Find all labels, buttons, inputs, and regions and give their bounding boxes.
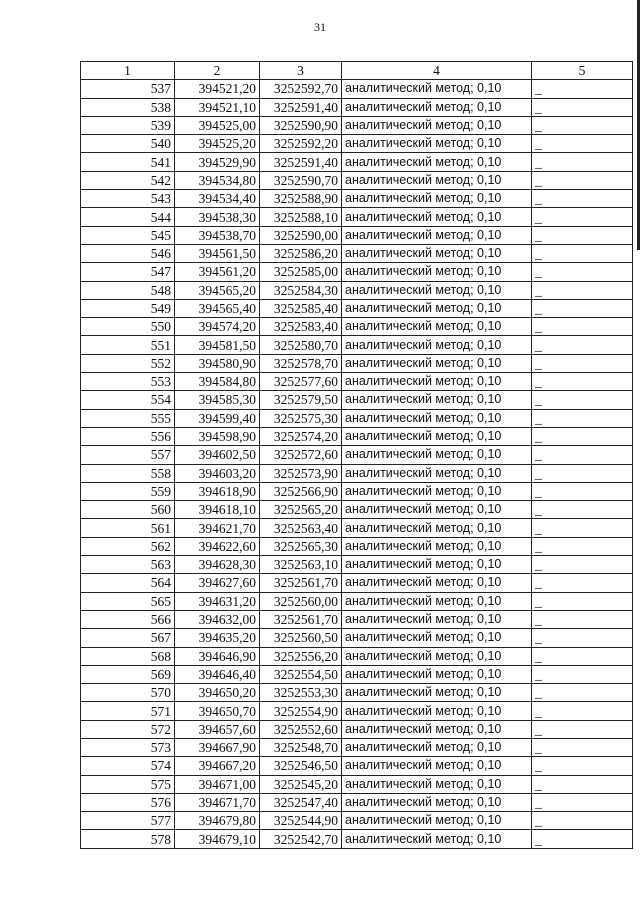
y-coordinate-cell: 3252565,20: [260, 501, 342, 519]
method-accuracy-cell: аналитический метод; 0,10: [342, 190, 532, 208]
method-accuracy-cell: аналитический метод; 0,10: [342, 391, 532, 409]
y-coordinate-cell: 3252560,50: [260, 629, 342, 647]
description-cell: _: [532, 336, 633, 354]
method-accuracy-cell: аналитический метод; 0,10: [342, 684, 532, 702]
y-coordinate-cell: 3252563,40: [260, 519, 342, 537]
point-number-cell: 546: [81, 244, 175, 262]
method-accuracy-cell: аналитический метод; 0,10: [342, 720, 532, 738]
y-coordinate-cell: 3252545,20: [260, 775, 342, 793]
point-number-cell: 539: [81, 116, 175, 134]
point-number-cell: 557: [81, 446, 175, 464]
method-accuracy-cell: аналитический метод; 0,10: [342, 830, 532, 848]
x-coordinate-cell: 394671,70: [175, 793, 260, 811]
description-cell: _: [532, 116, 633, 134]
description-cell: _: [532, 281, 633, 299]
x-coordinate-cell: 394521,10: [175, 98, 260, 116]
y-coordinate-cell: 3252554,50: [260, 665, 342, 683]
method-accuracy-cell: аналитический метод; 0,10: [342, 318, 532, 336]
method-accuracy-cell: аналитический метод; 0,10: [342, 244, 532, 262]
y-coordinate-cell: 3252590,00: [260, 226, 342, 244]
point-number-cell: 544: [81, 208, 175, 226]
table-row: [81, 684, 633, 702]
point-number-cell: 548: [81, 281, 175, 299]
x-coordinate-cell: 394650,70: [175, 702, 260, 720]
method-accuracy-cell: аналитический метод; 0,10: [342, 537, 532, 555]
x-coordinate-cell: 394631,20: [175, 592, 260, 610]
point-number-cell: 569: [81, 665, 175, 683]
point-number-cell: 578: [81, 830, 175, 848]
description-cell: _: [532, 482, 633, 500]
y-coordinate-cell: 3252547,40: [260, 793, 342, 811]
x-coordinate-cell: 394603,20: [175, 464, 260, 482]
description-cell: _: [532, 574, 633, 592]
table-row: [81, 226, 633, 244]
point-number-cell: 540: [81, 135, 175, 153]
point-number-cell: 565: [81, 592, 175, 610]
description-cell: _: [532, 684, 633, 702]
description-cell: _: [532, 738, 633, 756]
header-col-5: 5: [532, 62, 633, 80]
method-accuracy-cell: аналитический метод; 0,10: [342, 446, 532, 464]
method-accuracy-cell: аналитический метод; 0,10: [342, 482, 532, 500]
y-coordinate-cell: 3252552,60: [260, 720, 342, 738]
y-coordinate-cell: 3252578,70: [260, 354, 342, 372]
point-number-cell: 553: [81, 373, 175, 391]
x-coordinate-cell: 394667,20: [175, 757, 260, 775]
table-row: [81, 592, 633, 610]
method-accuracy-cell: аналитический метод; 0,10: [342, 793, 532, 811]
table-body: [81, 80, 633, 848]
table-row: [81, 281, 633, 299]
point-number-cell: 576: [81, 793, 175, 811]
description-cell: _: [532, 647, 633, 665]
y-coordinate-cell: 3252575,30: [260, 409, 342, 427]
table-row: [81, 208, 633, 226]
table-row: [81, 190, 633, 208]
table-row: [81, 244, 633, 262]
description-cell: _: [532, 409, 633, 427]
y-coordinate-cell: 3252554,90: [260, 702, 342, 720]
x-coordinate-cell: 394679,80: [175, 812, 260, 830]
x-coordinate-cell: 394632,00: [175, 610, 260, 628]
y-coordinate-cell: 3252573,90: [260, 464, 342, 482]
description-cell: _: [532, 318, 633, 336]
point-number-cell: 558: [81, 464, 175, 482]
y-coordinate-cell: 3252560,00: [260, 592, 342, 610]
point-number-cell: 564: [81, 574, 175, 592]
y-coordinate-cell: 3252585,00: [260, 263, 342, 281]
table-row: [81, 354, 633, 372]
x-coordinate-cell: 394565,20: [175, 281, 260, 299]
point-number-cell: 567: [81, 629, 175, 647]
x-coordinate-cell: 394599,40: [175, 409, 260, 427]
description-cell: _: [532, 720, 633, 738]
method-accuracy-cell: аналитический метод; 0,10: [342, 153, 532, 171]
y-coordinate-cell: 3252565,30: [260, 537, 342, 555]
point-number-cell: 538: [81, 98, 175, 116]
y-coordinate-cell: 3252591,40: [260, 98, 342, 116]
y-coordinate-cell: 3252577,60: [260, 373, 342, 391]
x-coordinate-cell: 394671,00: [175, 775, 260, 793]
y-coordinate-cell: 3252566,90: [260, 482, 342, 500]
y-coordinate-cell: 3252553,30: [260, 684, 342, 702]
description-cell: _: [532, 793, 633, 811]
y-coordinate-cell: 3252579,50: [260, 391, 342, 409]
point-number-cell: 556: [81, 427, 175, 445]
method-accuracy-cell: аналитический метод; 0,10: [342, 135, 532, 153]
x-coordinate-cell: 394565,40: [175, 299, 260, 317]
table-row: [81, 537, 633, 555]
method-accuracy-cell: аналитический метод; 0,10: [342, 629, 532, 647]
table-row: [81, 702, 633, 720]
point-number-cell: 541: [81, 153, 175, 171]
table-row: [81, 519, 633, 537]
point-number-cell: 561: [81, 519, 175, 537]
x-coordinate-cell: 394657,60: [175, 720, 260, 738]
method-accuracy-cell: аналитический метод; 0,10: [342, 116, 532, 134]
table-header-row: [81, 62, 633, 80]
description-cell: _: [532, 775, 633, 793]
table-row: [81, 153, 633, 171]
method-accuracy-cell: аналитический метод; 0,10: [342, 464, 532, 482]
method-accuracy-cell: аналитический метод; 0,10: [342, 556, 532, 574]
method-accuracy-cell: аналитический метод; 0,10: [342, 373, 532, 391]
y-coordinate-cell: 3252592,20: [260, 135, 342, 153]
method-accuracy-cell: аналитический метод; 0,10: [342, 208, 532, 226]
x-coordinate-cell: 394534,80: [175, 171, 260, 189]
description-cell: _: [532, 592, 633, 610]
method-accuracy-cell: аналитический метод; 0,10: [342, 171, 532, 189]
point-number-cell: 549: [81, 299, 175, 317]
point-number-cell: 547: [81, 263, 175, 281]
y-coordinate-cell: 3252548,70: [260, 738, 342, 756]
description-cell: _: [532, 171, 633, 189]
header-col-2: 2: [175, 62, 260, 80]
description-cell: _: [532, 702, 633, 720]
x-coordinate-cell: 394534,40: [175, 190, 260, 208]
point-number-cell: 568: [81, 647, 175, 665]
x-coordinate-cell: 394667,90: [175, 738, 260, 756]
y-coordinate-cell: 3252574,20: [260, 427, 342, 445]
description-cell: _: [532, 519, 633, 537]
point-number-cell: 572: [81, 720, 175, 738]
method-accuracy-cell: аналитический метод; 0,10: [342, 263, 532, 281]
description-cell: _: [532, 98, 633, 116]
description-cell: _: [532, 812, 633, 830]
y-coordinate-cell: 3252544,90: [260, 812, 342, 830]
x-coordinate-cell: 394618,10: [175, 501, 260, 519]
description-cell: _: [532, 665, 633, 683]
coordinates-table: [80, 61, 633, 849]
description-cell: _: [532, 226, 633, 244]
x-coordinate-cell: 394628,30: [175, 556, 260, 574]
point-number-cell: 570: [81, 684, 175, 702]
point-number-cell: 545: [81, 226, 175, 244]
method-accuracy-cell: аналитический метод; 0,10: [342, 592, 532, 610]
method-accuracy-cell: аналитический метод; 0,10: [342, 738, 532, 756]
description-cell: _: [532, 537, 633, 555]
y-coordinate-cell: 3252585,40: [260, 299, 342, 317]
table-row: [81, 556, 633, 574]
table-row: [81, 501, 633, 519]
description-cell: _: [532, 501, 633, 519]
x-coordinate-cell: 394525,00: [175, 116, 260, 134]
y-coordinate-cell: 3252546,50: [260, 757, 342, 775]
method-accuracy-cell: аналитический метод; 0,10: [342, 98, 532, 116]
description-cell: _: [532, 427, 633, 445]
table-row: [81, 299, 633, 317]
page-number: 31: [314, 20, 326, 34]
table-row: [81, 574, 633, 592]
y-coordinate-cell: 3252590,70: [260, 171, 342, 189]
method-accuracy-cell: аналитический метод; 0,10: [342, 775, 532, 793]
table-row: [81, 482, 633, 500]
y-coordinate-cell: 3252588,10: [260, 208, 342, 226]
table-row: [81, 610, 633, 628]
y-coordinate-cell: 3252572,60: [260, 446, 342, 464]
table-row: [81, 793, 633, 811]
description-cell: _: [532, 299, 633, 317]
table-row: [81, 318, 633, 336]
x-coordinate-cell: 394627,60: [175, 574, 260, 592]
point-number-cell: 543: [81, 190, 175, 208]
y-coordinate-cell: 3252561,70: [260, 574, 342, 592]
table-row: [81, 98, 633, 116]
point-number-cell: 542: [81, 171, 175, 189]
method-accuracy-cell: аналитический метод; 0,10: [342, 80, 532, 98]
x-coordinate-cell: 394561,50: [175, 244, 260, 262]
table-row: [81, 336, 633, 354]
method-accuracy-cell: аналитический метод; 0,10: [342, 610, 532, 628]
x-coordinate-cell: 394581,50: [175, 336, 260, 354]
table-row: [81, 135, 633, 153]
description-cell: _: [532, 830, 633, 848]
point-number-cell: 550: [81, 318, 175, 336]
point-number-cell: 560: [81, 501, 175, 519]
description-cell: _: [532, 244, 633, 262]
point-number-cell: 562: [81, 537, 175, 555]
table-row: [81, 427, 633, 445]
table-row: [81, 830, 633, 848]
table-row: [81, 171, 633, 189]
description-cell: _: [532, 153, 633, 171]
y-coordinate-cell: 3252542,70: [260, 830, 342, 848]
point-number-cell: 566: [81, 610, 175, 628]
x-coordinate-cell: 394618,90: [175, 482, 260, 500]
table-row: [81, 647, 633, 665]
x-coordinate-cell: 394584,80: [175, 373, 260, 391]
x-coordinate-cell: 394525,20: [175, 135, 260, 153]
description-cell: _: [532, 629, 633, 647]
x-coordinate-cell: 394521,20: [175, 80, 260, 98]
header-col-4: 4: [342, 62, 532, 80]
table-row: [81, 812, 633, 830]
method-accuracy-cell: аналитический метод; 0,10: [342, 702, 532, 720]
point-number-cell: 554: [81, 391, 175, 409]
x-coordinate-cell: 394580,90: [175, 354, 260, 372]
method-accuracy-cell: аналитический метод; 0,10: [342, 574, 532, 592]
y-coordinate-cell: 3252590,90: [260, 116, 342, 134]
point-number-cell: 559: [81, 482, 175, 500]
x-coordinate-cell: 394561,20: [175, 263, 260, 281]
method-accuracy-cell: аналитический метод; 0,10: [342, 299, 532, 317]
table-row: [81, 409, 633, 427]
method-accuracy-cell: аналитический метод; 0,10: [342, 336, 532, 354]
y-coordinate-cell: 3252592,70: [260, 80, 342, 98]
y-coordinate-cell: 3252588,90: [260, 190, 342, 208]
table-row: [81, 263, 633, 281]
table-row: [81, 391, 633, 409]
description-cell: _: [532, 190, 633, 208]
x-coordinate-cell: 394529,90: [175, 153, 260, 171]
point-number-cell: 537: [81, 80, 175, 98]
table-row: [81, 775, 633, 793]
table-row: [81, 80, 633, 98]
table-row: [81, 446, 633, 464]
x-coordinate-cell: 394679,10: [175, 830, 260, 848]
y-coordinate-cell: 3252561,70: [260, 610, 342, 628]
x-coordinate-cell: 394646,40: [175, 665, 260, 683]
description-cell: _: [532, 391, 633, 409]
method-accuracy-cell: аналитический метод; 0,10: [342, 427, 532, 445]
header-col-3: 3: [260, 62, 342, 80]
method-accuracy-cell: аналитический метод; 0,10: [342, 281, 532, 299]
x-coordinate-cell: 394598,90: [175, 427, 260, 445]
description-cell: _: [532, 373, 633, 391]
point-number-cell: 574: [81, 757, 175, 775]
description-cell: _: [532, 80, 633, 98]
x-coordinate-cell: 394621,70: [175, 519, 260, 537]
description-cell: _: [532, 556, 633, 574]
description-cell: _: [532, 354, 633, 372]
y-coordinate-cell: 3252586,20: [260, 244, 342, 262]
table-row: [81, 629, 633, 647]
description-cell: _: [532, 263, 633, 281]
description-cell: _: [532, 610, 633, 628]
x-coordinate-cell: 394538,70: [175, 226, 260, 244]
table-row: [81, 757, 633, 775]
x-coordinate-cell: 394585,30: [175, 391, 260, 409]
point-number-cell: 552: [81, 354, 175, 372]
point-number-cell: 577: [81, 812, 175, 830]
method-accuracy-cell: аналитический метод; 0,10: [342, 519, 532, 537]
point-number-cell: 573: [81, 738, 175, 756]
method-accuracy-cell: аналитический метод; 0,10: [342, 665, 532, 683]
description-cell: _: [532, 464, 633, 482]
method-accuracy-cell: аналитический метод; 0,10: [342, 226, 532, 244]
method-accuracy-cell: аналитический метод; 0,10: [342, 647, 532, 665]
method-accuracy-cell: аналитический метод; 0,10: [342, 501, 532, 519]
table-row: [81, 116, 633, 134]
description-cell: _: [532, 208, 633, 226]
point-number-cell: 571: [81, 702, 175, 720]
table-row: [81, 720, 633, 738]
y-coordinate-cell: 3252556,20: [260, 647, 342, 665]
header-col-1: 1: [81, 62, 175, 80]
table-row: [81, 373, 633, 391]
y-coordinate-cell: 3252563,10: [260, 556, 342, 574]
x-coordinate-cell: 394574,20: [175, 318, 260, 336]
x-coordinate-cell: 394602,50: [175, 446, 260, 464]
point-number-cell: 575: [81, 775, 175, 793]
x-coordinate-cell: 394538,30: [175, 208, 260, 226]
method-accuracy-cell: аналитический метод; 0,10: [342, 812, 532, 830]
point-number-cell: 563: [81, 556, 175, 574]
method-accuracy-cell: аналитический метод; 0,10: [342, 354, 532, 372]
method-accuracy-cell: аналитический метод; 0,10: [342, 409, 532, 427]
y-coordinate-cell: 3252591,40: [260, 153, 342, 171]
description-cell: _: [532, 757, 633, 775]
table-row: [81, 464, 633, 482]
y-coordinate-cell: 3252584,30: [260, 281, 342, 299]
x-coordinate-cell: 394635,20: [175, 629, 260, 647]
point-number-cell: 551: [81, 336, 175, 354]
y-coordinate-cell: 3252583,40: [260, 318, 342, 336]
point-number-cell: 555: [81, 409, 175, 427]
y-coordinate-cell: 3252580,70: [260, 336, 342, 354]
x-coordinate-cell: 394646,90: [175, 647, 260, 665]
table-row: [81, 738, 633, 756]
method-accuracy-cell: аналитический метод; 0,10: [342, 757, 532, 775]
table-row: [81, 665, 633, 683]
x-coordinate-cell: 394622,60: [175, 537, 260, 555]
description-cell: _: [532, 446, 633, 464]
x-coordinate-cell: 394650,20: [175, 684, 260, 702]
description-cell: _: [532, 135, 633, 153]
